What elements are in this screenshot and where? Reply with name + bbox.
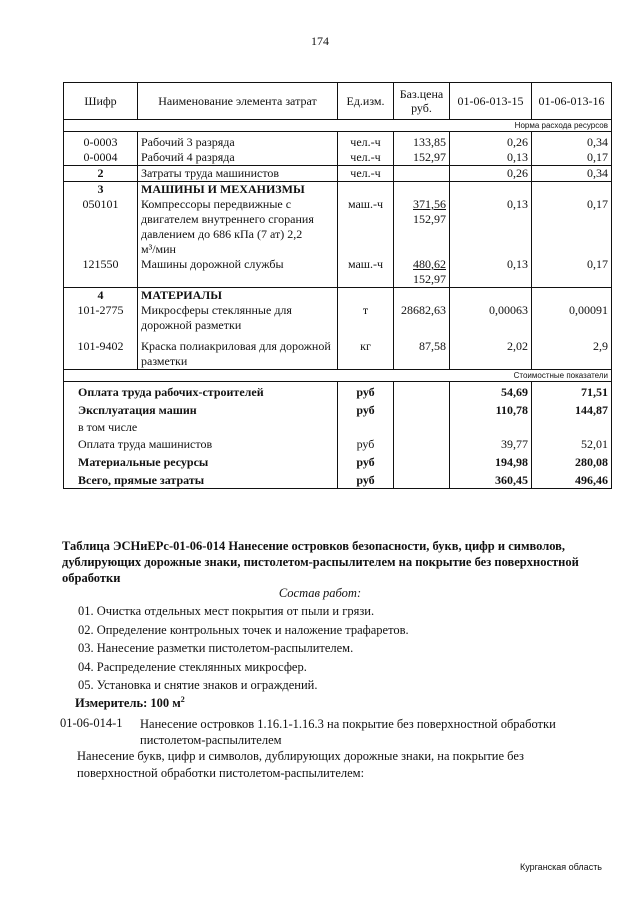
cost-value-1: 194,98 (450, 452, 532, 470)
row-value-2: 0,17 (532, 197, 612, 257)
cost-value-1: 54,69 (450, 382, 532, 401)
row-name: Рабочий 3 разряда (138, 132, 338, 151)
table-header-row (64, 83, 612, 120)
subsection-paragraph: Нанесение букв, цифр и символов, дублирующих дорожные знаки, на покрытие без поверхностной обработки пистолетом-распылителем: (77, 749, 524, 780)
norm-caption-row (64, 120, 612, 132)
table-title: Таблица ЭСНиЕРс-01-06-014 Нанесение островков безопасности, букв, цифр и символов, дублирующих дорожные знаки, пистолетом-распылителем на покрытие без поверхностной обработки (62, 539, 579, 585)
cost-value-1: 360,45 (450, 470, 532, 489)
row-value-2: 0,34 (532, 132, 612, 151)
row-unit: кг (338, 333, 394, 370)
row-code: 2 (64, 166, 138, 182)
cost-name: в том числе (64, 418, 338, 435)
cost-caption: Стоимостные показатели (64, 370, 612, 382)
cost-row (64, 418, 612, 435)
row-name: Микросферы стеклянные для дорожной разметки (138, 303, 338, 333)
row-name: Краска полиакриловая для дорожной разметки (138, 333, 338, 370)
work-item: 04. Распределение стеклянных микросфер. (78, 660, 307, 674)
row-price (394, 166, 450, 182)
cost-row (64, 400, 612, 418)
row-unit: маш.-ч (338, 197, 394, 257)
row-value-1: 0,00063 (450, 303, 532, 333)
row-price: 480,62 152,97 (394, 257, 450, 288)
row-value-1: 0,13 (450, 150, 532, 166)
header-unit: Ед.изм. (338, 83, 394, 120)
table-row (64, 166, 612, 182)
row-value-1: 0,13 (450, 197, 532, 257)
cost-unit: руб (338, 470, 394, 489)
measure-unit: Измеритель: 100 $м^2$ (75, 695, 185, 711)
section-row (64, 182, 612, 198)
cost-caption-row (64, 370, 612, 382)
cost-value-2: 144,87 (532, 400, 612, 418)
cost-unit: руб (338, 382, 394, 401)
row-value-1: 0,26 (450, 166, 532, 182)
page-number: 174 (311, 34, 329, 48)
row-unit: чел.-ч (338, 150, 394, 166)
work-item: 03. Нанесение разметки пистолетом-распылителем. (78, 641, 354, 655)
header-col2: 01-06-013-16 (532, 83, 612, 120)
cost-name: Оплата труда машинистов (64, 435, 338, 452)
cost-value-2: 280,08 (532, 452, 612, 470)
row-unit: маш.-ч (338, 257, 394, 288)
cost-name: Эксплуатация машин (64, 400, 338, 418)
cost-unit: руб (338, 435, 394, 452)
cost-value-2: 496,46 (532, 470, 612, 489)
cost-value-2: 52,01 (532, 435, 612, 452)
row-value-2: 0,00091 (532, 303, 612, 333)
row-code: 101-2775 (64, 303, 138, 333)
row-name: Рабочий 4 разряда (138, 150, 338, 166)
row-value-2: 0,17 (532, 150, 612, 166)
cost-row (64, 470, 612, 489)
row-value-2: 2,9 (532, 333, 612, 370)
table-row (64, 333, 612, 370)
work-item: 01. Очистка отдельных мест покрытия от пыли и грязи. (78, 604, 375, 618)
row-price: 87,58 (394, 333, 450, 370)
section-title: МАТЕРИАЛЫ (138, 288, 338, 304)
row-code: 050101 (64, 197, 138, 257)
row-price: 152,97 (394, 150, 450, 166)
cost-name: Материальные ресурсы (64, 452, 338, 470)
row-value-1: 0,13 (450, 257, 532, 288)
table-row (64, 150, 612, 166)
row-unit: т (338, 303, 394, 333)
section-number: 4 (64, 288, 138, 304)
row-name: Машины дорожной службы (138, 257, 338, 288)
table-row (64, 132, 612, 151)
row-name: Затраты труда машинистов (138, 166, 338, 182)
row-value-1: 0,26 (450, 132, 532, 151)
header-col1: 01-06-013-15 (450, 83, 532, 120)
row-value-1: 2,02 (450, 333, 532, 370)
cost-name: Оплата труда рабочих-строителей (64, 382, 338, 401)
table-row (64, 303, 612, 333)
cost-row (64, 382, 612, 401)
cost-row (64, 452, 612, 470)
row-value-2: 0,17 (532, 257, 612, 288)
row-code: 101-9402 (64, 333, 138, 370)
work-item: 02. Определение контрольных точек и наложение трафаретов. (78, 623, 409, 637)
row-unit: чел.-ч (338, 166, 394, 182)
cost-value-2: 71,51 (532, 382, 612, 401)
resource-table (63, 82, 612, 489)
row-price: 371,56 152,97 (394, 197, 450, 257)
row-code: 0-0003 (64, 132, 138, 151)
header-code: Шифр (64, 83, 138, 120)
row-price: 133,85 (394, 132, 450, 151)
section-row (64, 288, 612, 304)
cost-unit: руб (338, 452, 394, 470)
row-code: 121550 (64, 257, 138, 288)
item-code: 01-06-014-1 (60, 716, 123, 730)
table-row (64, 257, 612, 288)
cost-row (64, 435, 612, 452)
item-description: Нанесение островков 1.16.1-1.16.3 на покрытие без поверхностной обработки пистолетом-распылителем (140, 717, 556, 747)
composition-heading: Состав работ: (278, 586, 362, 600)
cost-unit: руб (338, 400, 394, 418)
row-unit: чел.-ч (338, 132, 394, 151)
section-title: МАШИНЫ И МЕХАНИЗМЫ (138, 182, 338, 198)
norm-caption: Норма расхода ресурсов (64, 120, 612, 132)
cost-name: Всего, прямые затраты (64, 470, 338, 489)
region-footer: Курганская область (519, 862, 602, 872)
header-price: Баз.цена руб. (394, 83, 450, 120)
table-row (64, 197, 612, 257)
header-name: Наименование элемента затрат (138, 83, 338, 120)
row-price: 28682,63 (394, 303, 450, 333)
section-number: 3 (64, 182, 138, 198)
cost-value-1: 110,78 (450, 400, 532, 418)
cost-value-1: 39,77 (450, 435, 532, 452)
row-name: Компрессоры передвижные с двигателем внутреннего сгорания давлением до 686 кПа (7 ат) 2,2 м³/мин (138, 197, 338, 257)
row-code: 0-0004 (64, 150, 138, 166)
work-item: 05. Установка и снятие знаков и ограждений. (78, 678, 318, 692)
row-value-2: 0,34 (532, 166, 612, 182)
